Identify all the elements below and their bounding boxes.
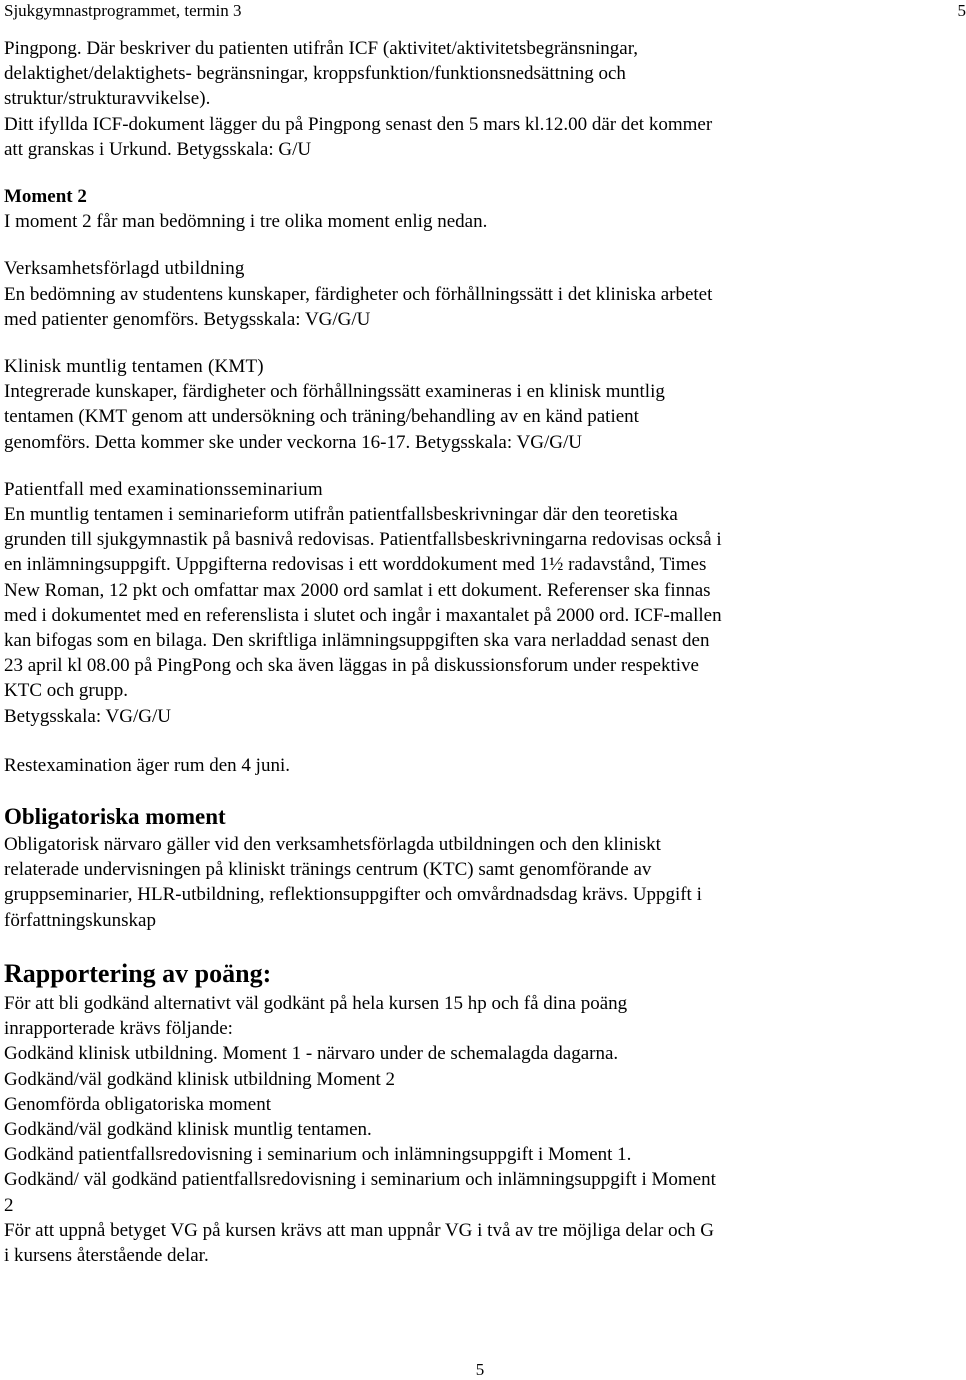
vfu-heading: Verksamhetsförlagd utbildning xyxy=(4,258,245,280)
document-body xyxy=(4,36,956,1268)
seminar-heading: Patientfall med examinationsseminarium xyxy=(4,478,323,500)
moment2-text: I moment 2 får man bedömning i tre olika moment enlig nedan. xyxy=(4,211,488,233)
reporting-line: inrapporterade krävs följande: xyxy=(4,1018,233,1040)
vfu-line: En bedömning av studentens kunskaper, färdigheter och förhållningssätt i det kliniska arbetet xyxy=(4,283,713,305)
obligatory-section xyxy=(4,802,956,933)
seminar-line: grunden till sjukgymnastik på basnivå redovisas. Patientfallsbeskrivningarna redovisas också i xyxy=(4,529,722,551)
reporting-line: För att uppnå betyget VG på kursen krävs att man uppnår VG i två av tre möjliga delar och G xyxy=(4,1219,715,1241)
reporting-line: Godkänd klinisk utbildning. Moment 1 - närvaro under de schemalagda dagarna. xyxy=(4,1043,619,1065)
intro-line: delaktighet/delaktighets- begränsningar, kroppsfunktion/funktionsnedsättning och xyxy=(4,63,626,85)
kmt-heading: Klinisk muntlig tentamen (KMT) xyxy=(4,356,264,378)
reporting-line: 2 xyxy=(4,1194,14,1216)
page-header xyxy=(4,0,966,26)
footer-page-number: 5 xyxy=(475,1360,485,1379)
reporting-line: Godkänd/väl godkänd klinisk utbildning Moment 2 xyxy=(4,1068,396,1090)
seminar-line: Betygsskala: VG/G/U xyxy=(4,705,171,727)
moment2-section xyxy=(4,184,956,234)
course-title: Sjukgymnastprogrammet, termin 3 xyxy=(4,1,242,20)
kmt-line: tentamen (KMT genom att undersökning och träning/behandling av en känd patient xyxy=(4,406,639,428)
reporting-line: Godkänd patientfallsredovisning i seminarium och inlämningsuppgift i Moment 1. xyxy=(4,1144,632,1166)
seminar-line: New Roman, 12 pkt och omfattar max 2000 ord samlat i ett dokument. Referenser ska finnas xyxy=(4,579,711,601)
seminar-section xyxy=(4,477,956,729)
intro-line: struktur/strukturavvikelse). xyxy=(4,88,211,110)
kmt-line: genomförs. Detta kommer ske under veckorna 16-17. Betygsskala: VG/G/U xyxy=(4,431,582,453)
obligatory-line: relaterade undervisningen på kliniskt tränings centrum (KTC) samt genomförande av xyxy=(4,859,652,881)
reporting-line: Genomförda obligatoriska moment xyxy=(4,1093,271,1115)
intro-section xyxy=(4,36,956,162)
reporting-line: Godkänd/väl godkänd klinisk muntlig tentamen. xyxy=(4,1118,372,1140)
reexam-text: Restexamination äger rum den 4 juni. xyxy=(4,754,290,776)
reexam-section xyxy=(4,753,956,778)
seminar-line: kan bifogas som en bilaga. Den skriftliga inlämningsuppgiften ska vara nerladdad senast den xyxy=(4,630,710,652)
seminar-line: KTC och grupp. xyxy=(4,680,129,702)
reporting-line: i kursens återstående delar. xyxy=(4,1244,209,1266)
page-footer xyxy=(0,1360,960,1380)
reporting-section xyxy=(4,957,956,1268)
moment2-heading: Moment 2 xyxy=(4,186,87,208)
seminar-line: en inlämningsuppgift. Uppgifterna redovisas i ett worddokument med 1½ radavstånd, Times xyxy=(4,554,707,576)
obligatory-line: Obligatorisk närvaro gäller vid den verksamhetsförlagda utbildningen och den kliniskt xyxy=(4,834,661,856)
reporting-line: Godkänd/ väl godkänd patientfallsredovisning i seminarium och inlämningsuppgift i Moment xyxy=(4,1169,716,1191)
kmt-line: Integrerade kunskaper, färdigheter och förhållningssätt examineras i en klinisk muntlig xyxy=(4,381,665,403)
obligatory-line: författningskunskap xyxy=(4,909,156,931)
kmt-section xyxy=(4,354,956,455)
reporting-heading: Rapportering av poäng: xyxy=(4,958,272,988)
obligatory-heading: Obligatoriska moment xyxy=(4,804,226,830)
intro-line: att granskas i Urkund. Betygsskala: G/U xyxy=(4,138,312,160)
header-page-number: 5 xyxy=(957,1,966,20)
vfu-line: med patienter genomförs. Betygsskala: VG/G/U xyxy=(4,308,371,330)
seminar-line: En muntlig tentamen i seminarieform utifrån patientfallsbeskrivningar där den teoretiska xyxy=(4,504,678,526)
intro-line: Pingpong. Där beskriver du patienten utifrån ICF (aktivitet/aktivitetsbegränsningar, xyxy=(4,38,639,59)
seminar-line: 23 april kl 08.00 på PingPong och ska även läggas in på diskussionsforum under respektive xyxy=(4,655,699,677)
obligatory-line: gruppseminarier, HLR-utbildning, reflektionsuppgifter och omvårdnadsdag krävs. Uppgift i xyxy=(4,884,702,906)
reporting-line: För att bli godkänd alternativt väl godkänt på hela kursen 15 hp och få dina poäng xyxy=(4,992,628,1014)
intro-line: Ditt ifyllda ICF-dokument lägger du på Pingpong senast den 5 mars kl.12.00 där det kommer xyxy=(4,113,713,135)
seminar-line: med i dokumentet med en referenslista i slutet och ingår i maxantalet på 2000 ord. ICF-mallen xyxy=(4,604,722,626)
vfu-section xyxy=(4,256,956,332)
